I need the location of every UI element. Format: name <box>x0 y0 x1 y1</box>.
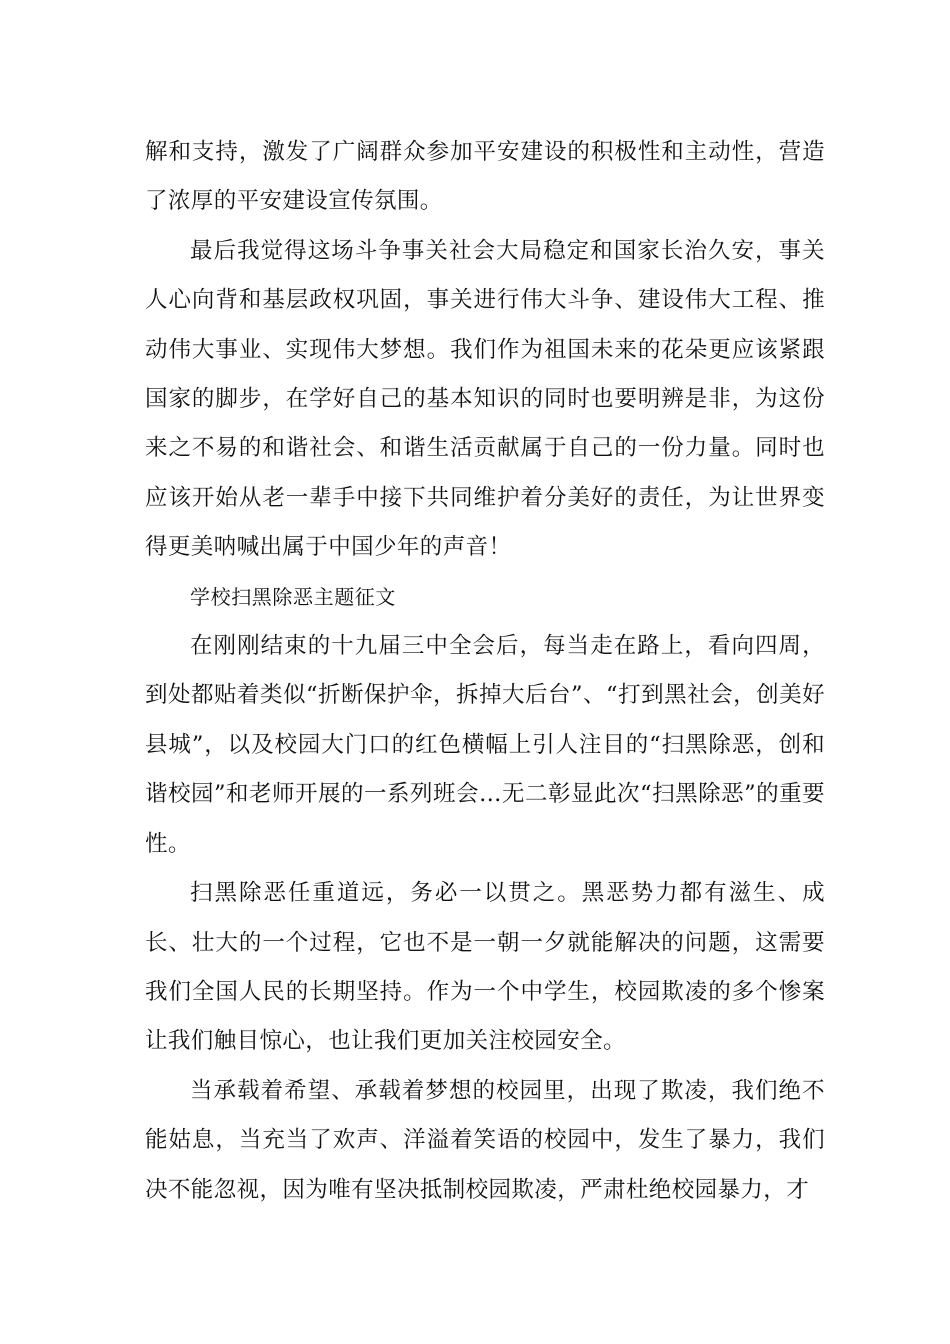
document-body <box>145 128 825 1215</box>
paragraph-conclusion: 最后我觉得这场斗争事关社会大局稳定和国家长治久安，事关人心向背和基层政权巩固，事关进行伟大斗争、建设伟大工程、推动伟大事业、实现伟大梦想。我们作为祖国未来的花朵更应该紧跟国家的脚步，在学好自己的基本知识的同时也要明辨是非，为这份来之不易的和谐社会、和谐生活贡献属于自己的一份力量。同时也应该开始从老一辈手中接下共同维护着分美好的责任，为让世界变得更美呐喊出属于中国少年的声音！ <box>145 237 825 561</box>
paragraph-intro: 在刚刚结束的十九届三中全会后，每当走在路上，看向四周，到处都贴着类似“折断保护伞，拆掉大后台”、“打到黑社会，创美好县城”，以及校园大门口的红色横幅上引人注目的“扫黑除恶，创和谐校园”和老师开展的一系列班会…无二彰显此次“扫黑除恶”的重要性。 <box>145 633 825 857</box>
paragraph-continuation: 解和支持，激发了广阔群众参加平安建设的积极性和主动性，营造了浓厚的平安建设宣传氛围。 <box>145 139 825 215</box>
paragraph-body: 当承载着希望、承载着梦想的校园里，出现了欺凌，我们绝不能姑息，当充当了欢声、洋溢着笑语的校园中，发生了暴力，我们决不能忽视，因为唯有坚决抵制校园欺凌，严肃杜绝校园暴力，才 <box>145 1077 825 1203</box>
paragraph-body: 扫黑除恶任重道远，务必一以贯之。黑恶势力都有滋生、成长、壮大的一个过程，它也不是一朝一夕就能解决的问题，这需要我们全国人民的长期坚持。作为一个中学生，校园欺凌的多个惨案让我们触目惊心，也让我们更加关注校园安全。 <box>145 880 825 1055</box>
essay-title: 学校扫黑除恶主题征文 <box>190 584 396 609</box>
